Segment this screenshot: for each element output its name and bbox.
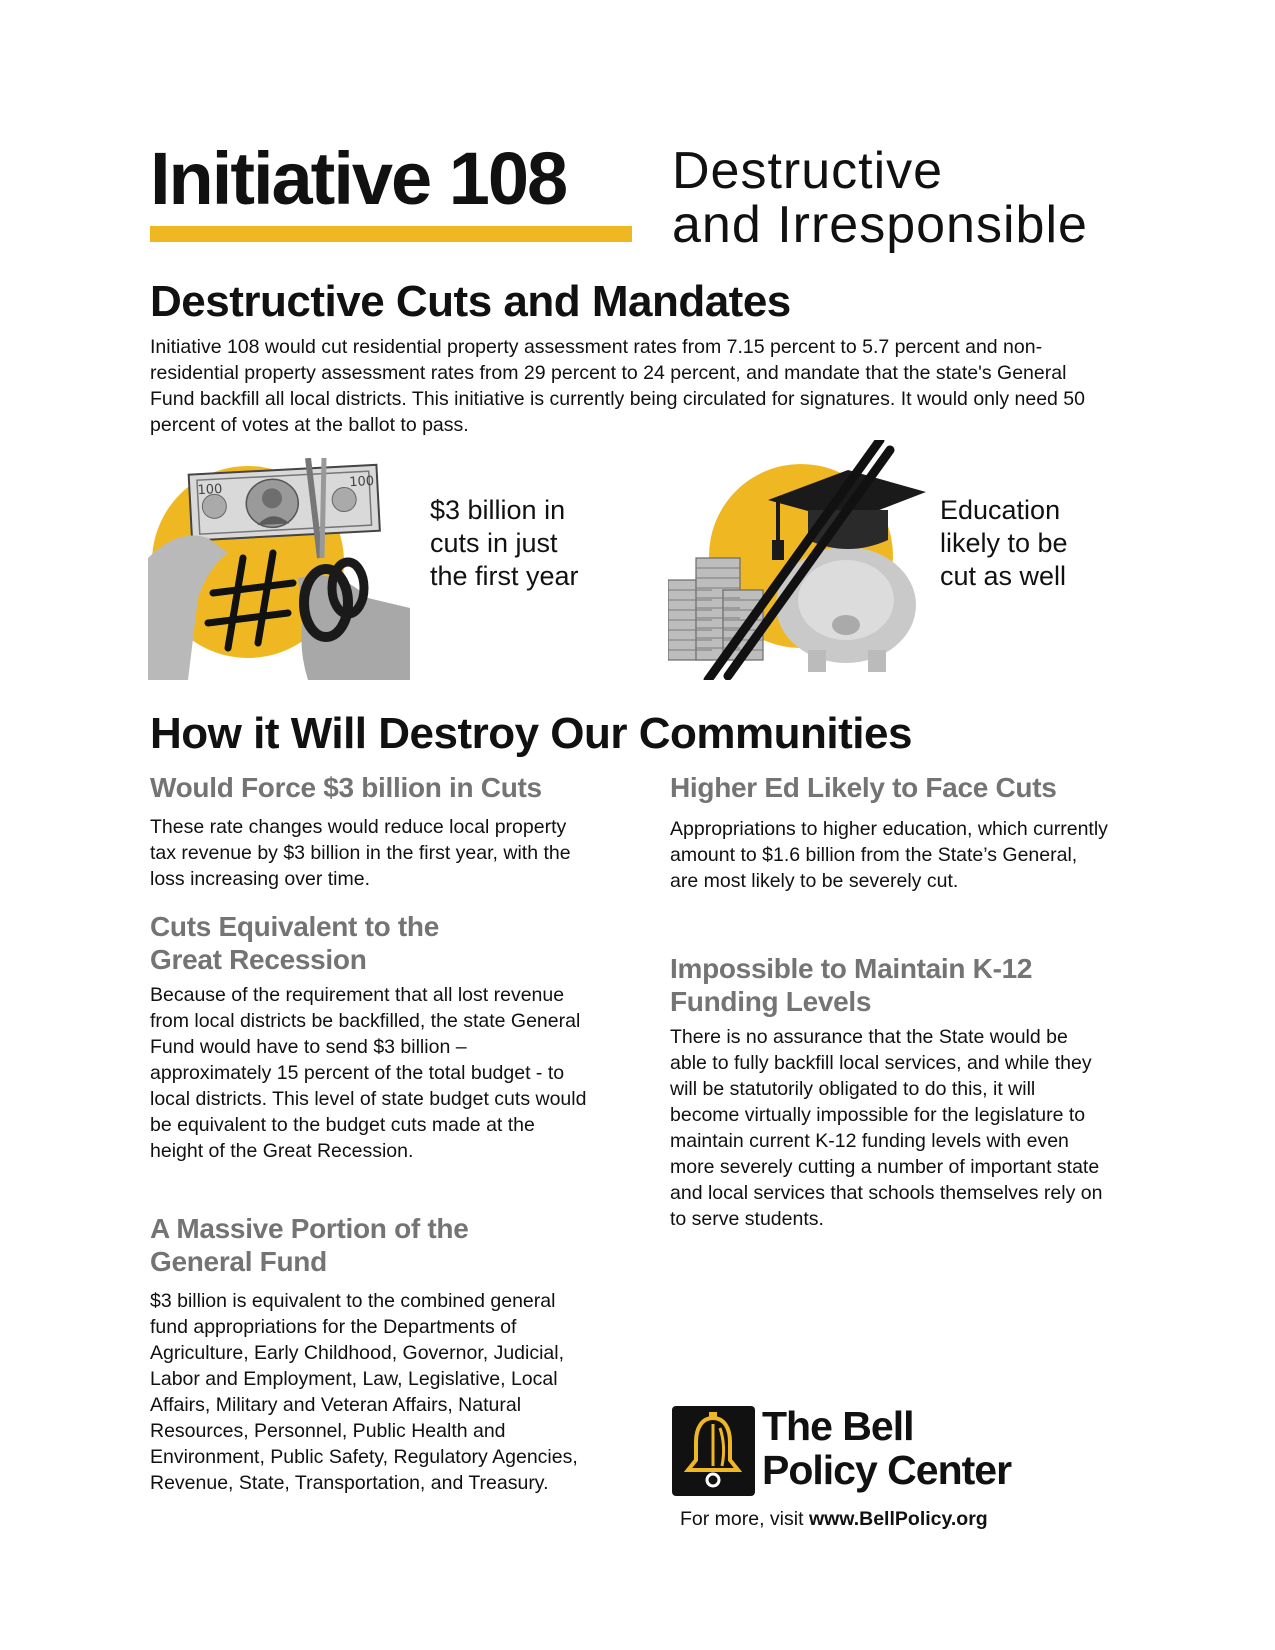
- subheading-line: General Fund: [150, 1246, 327, 1277]
- callout-line: cuts in just: [430, 528, 558, 558]
- paragraph-great-recession: Because of the requirement that all lost revenue from local districts be backfilled, the state General Fund would have to send $3 billion – approximately 15 percent of the total budget - to local districts. This level of state budget cuts would be equivalent to the budget cuts made at the height of the Great Recession.: [150, 984, 587, 1162]
- section-heading-communities: How it Will Destroy Our Communities: [150, 709, 912, 758]
- subtitle-line-2: and Irresponsible: [672, 196, 1088, 254]
- graduation-cap-piggy-bank-image: [668, 440, 930, 680]
- visit-prefix: For more, visit: [680, 1508, 809, 1530]
- subheading-line: Great Recession: [150, 944, 367, 975]
- callout-education: [940, 494, 1068, 593]
- title-underline: [150, 226, 632, 242]
- subheading-great-recession: [150, 910, 439, 976]
- section-heading-cuts-mandates: Destructive Cuts and Mandates: [150, 277, 791, 326]
- logo-line: The Bell: [762, 1403, 914, 1449]
- subheading-line: Impossible to Maintain K-12: [670, 953, 1033, 984]
- callout-line: likely to be: [940, 528, 1068, 558]
- subheading-general-fund: [150, 1212, 468, 1278]
- page-title: Initiative 108: [150, 137, 567, 220]
- website-link[interactable]: www.BellPolicy.org: [808, 1508, 988, 1530]
- svg-text:100: 100: [197, 481, 223, 499]
- page-subtitle: [672, 144, 1088, 252]
- callout-line: $3 billion in: [430, 495, 566, 525]
- callout-line: the first year: [430, 561, 579, 591]
- callout-line: Education: [940, 495, 1061, 525]
- svg-text:100: 100: [348, 473, 375, 491]
- bell-logo-icon: [672, 1406, 755, 1496]
- subheading-line: Cuts Equivalent to the: [150, 911, 439, 942]
- subheading-k12: [670, 952, 1032, 1018]
- intro-paragraph: Initiative 108 would cut residential property assessment rates from 7.15 percent to 5.7 percent and non-residential property assessment rates from 29 percent to 24 percent, and mandate that the state's General Fund backfill all local districts. This initiative is currently being circulated for signatures. It would only need 50 percent of votes at the ballot to pass.: [150, 336, 1086, 436]
- money-scissors-image: [148, 458, 410, 680]
- subheading-force-cuts: Would Force $3 billion in Cuts: [150, 772, 542, 803]
- visit-line: [680, 1508, 988, 1531]
- subheading-line: Funding Levels: [670, 986, 872, 1017]
- subtitle-line-1: Destructive: [672, 142, 944, 200]
- callout-three-billion: [430, 494, 579, 593]
- paragraph-higher-ed: Appropriations to higher education, which currently amount to $1.6 billion from the State’s General, are most likely to be severely cut.: [670, 818, 1108, 892]
- logo-line: Policy Center: [762, 1447, 1012, 1493]
- paragraph-force-cuts: These rate changes would reduce local property tax revenue by $3 billion in the first year, with the loss increasing over time.: [150, 816, 571, 890]
- paragraph-k12: There is no assurance that the State would be able to fully backfill local services, and while they will be statutorily obligated to do this, it will become virtually impossible for the legislature to maintain current K-12 funding levels with even more severely cutting a number of important state and local services that schools themselves rely on to serve students.: [670, 1026, 1103, 1230]
- subheading-higher-ed: Higher Ed Likely to Face Cuts: [670, 772, 1057, 803]
- callout-line: cut as well: [940, 561, 1067, 591]
- bell-logo-wordmark: [762, 1404, 1011, 1492]
- paragraph-general-fund: $3 billion is equivalent to the combined general fund appropriations for the Departments of Agriculture, Early Childhood, Governor, Judicial, Labor and Employment, Law, Legislative, Local Affairs, Military and Veteran Affairs, Natural Resources, Personnel, Public Health and Environment, Public Safety, Regulatory Agencies, Revenue, State, Transportation, and Treasury.: [150, 1290, 578, 1494]
- subheading-line: A Massive Portion of the: [150, 1213, 469, 1244]
